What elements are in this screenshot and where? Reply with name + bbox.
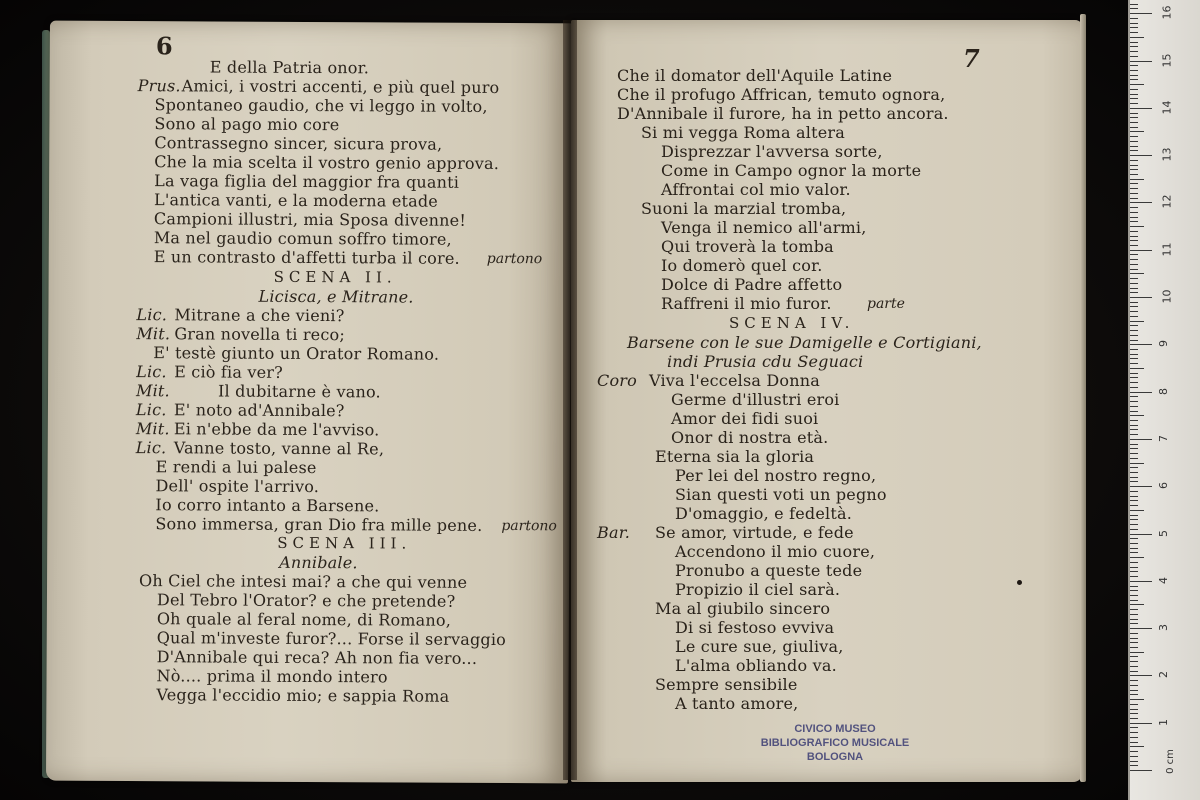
ruler-tick [1130, 638, 1138, 639]
line-text: E' noto ad'Annibale? [173, 400, 345, 421]
ruler-tick [1130, 723, 1152, 724]
line-text: Del Tebro l'Orator? e che pretende? [156, 590, 456, 611]
line-text: SCENA III. [277, 533, 412, 553]
line-text: Sono immersa, gran Dio fra mille pene. [155, 514, 483, 535]
line-text: Affrontai col mio valor. [661, 180, 851, 199]
line-text: Le cure sue, giuliva, [675, 637, 844, 656]
ruler-tick [1130, 117, 1138, 118]
ruler-tick [1130, 595, 1138, 596]
line-text: Venga il nemico all'armi, [661, 218, 867, 237]
ruler-tick [1130, 704, 1138, 705]
line-text: SCENA II. [273, 267, 397, 287]
ruler-cm-label: 8 [1157, 387, 1170, 395]
ruler-tick [1130, 94, 1138, 95]
line-text: E ciò fia ver? [174, 362, 283, 382]
ruler-tick [1130, 373, 1138, 374]
ruler-tick [1130, 207, 1138, 208]
ruler-tick [1130, 198, 1138, 199]
ruler-tick [1130, 349, 1138, 350]
line-text: Sono al pago mio core [154, 114, 340, 135]
stage-direction: partono [501, 518, 557, 535]
ruler-tick [1130, 562, 1138, 563]
ruler-tick [1130, 335, 1138, 336]
ruler-tick [1130, 51, 1138, 52]
ruler-tick [1130, 548, 1138, 549]
line-text: Per lei del nostro regno, [675, 466, 877, 485]
ruler-tick [1130, 61, 1152, 62]
ruler-tick [1130, 496, 1138, 497]
ruler-tick [1130, 377, 1138, 378]
ruler-tick [1130, 75, 1138, 76]
speaker-label: Bar. [597, 523, 631, 542]
ruler-tick [1130, 633, 1138, 634]
ruler-tick [1130, 382, 1138, 383]
stamp-line-1: CIVICO MUSEO [794, 723, 876, 735]
ruler-tick [1130, 141, 1138, 142]
line-text: SCENA IV. [729, 314, 855, 332]
line-text: Che la mia scelta il vostro genio approva. [154, 152, 500, 173]
ruler-tick [1130, 202, 1152, 203]
ruler-cm-label: 16 [1160, 5, 1174, 20]
stage-direction: partono [486, 250, 543, 268]
ruler-tick [1130, 236, 1138, 237]
ruler-tick [1130, 8, 1138, 9]
ruler-tick [1130, 330, 1138, 331]
ruler-tick [1130, 406, 1138, 407]
line-text: Si mi vegga Roma altera [641, 123, 845, 142]
ruler-tick [1130, 325, 1138, 326]
ruler-tick [1130, 98, 1138, 99]
ruler-tick [1130, 344, 1152, 345]
left-page [46, 21, 572, 784]
line-text: Vegga l'eccidio mio; e sappia Roma [156, 685, 450, 706]
ruler-tick [1130, 278, 1138, 279]
ruler-tick [1130, 519, 1138, 520]
ruler-cm-label: 2 [1157, 671, 1170, 679]
ruler-tick [1130, 321, 1144, 322]
ruler-cm-label: 10 [1160, 289, 1174, 304]
ruler-tick [1130, 429, 1138, 430]
ruler-tick [1130, 534, 1152, 535]
ruler-tick [1130, 179, 1144, 180]
page-number-left: 6 [155, 31, 173, 61]
ruler-tick [1130, 652, 1144, 653]
ruler-tick [1130, 288, 1138, 289]
ruler-tick [1130, 297, 1152, 298]
ruler-tick [1130, 671, 1138, 672]
speaker-label: Prus. [137, 76, 181, 96]
line-text: Di si festoso evviva [675, 618, 835, 637]
line-text: Suoni la marzial tromba, [641, 199, 847, 218]
ruler-tick [1130, 368, 1144, 369]
line-text: E un contrasto d'affetti turba il core. [153, 247, 460, 268]
speaker-label: Lic. [136, 305, 168, 325]
line-text: Spontaneo gaudio, che vi leggo in volto, [154, 95, 488, 116]
line-text: Propizio il ciel sarà. [675, 580, 841, 599]
line-text: Amor dei fidi suoi [671, 409, 819, 428]
ruler-tick [1130, 439, 1152, 440]
ruler-tick [1130, 576, 1138, 577]
stamp-line-2: BIBLIOGRAFICO MUSICALE [760, 737, 910, 749]
ruler-tick [1130, 510, 1144, 511]
ruler-cm-label: 9 [1157, 340, 1170, 348]
line-text: Io corro intanto a Barsene. [155, 495, 380, 516]
ruler-unit-label: 0 cm [1164, 749, 1176, 774]
ruler-tick [1130, 136, 1138, 137]
speaker-label: Coro [597, 371, 637, 390]
line-text: Io domerò quel cor. [661, 256, 823, 275]
ruler-tick [1130, 387, 1138, 388]
ruler-tick [1130, 150, 1138, 151]
ruler-tick [1130, 292, 1138, 293]
ruler-tick [1130, 500, 1138, 501]
ruler-tick [1130, 188, 1138, 189]
ruler-tick [1130, 174, 1138, 175]
line-text: D'Annibale il furore, ha in petto ancora. [617, 104, 949, 123]
line-text: Che il domator dell'Aquile Latine [617, 66, 893, 85]
line-text: Sempre sensibile [655, 675, 798, 694]
line-text: Contrassegno sincer, sicura prova, [154, 133, 443, 154]
ruler-tick [1130, 250, 1152, 251]
ruler-cm-label: 11 [1160, 242, 1174, 257]
ruler-tick [1130, 623, 1138, 624]
ruler-tick [1130, 131, 1144, 132]
ruler-tick [1130, 264, 1138, 265]
line-text: E' testè giunto un Orator Romano. [153, 343, 440, 364]
ruler-tick [1130, 18, 1138, 19]
ruler-tick [1130, 183, 1138, 184]
ruler-tick [1130, 552, 1138, 553]
ruler-tick [1130, 226, 1144, 227]
ruler-tick [1130, 273, 1144, 274]
ruler-tick [1130, 581, 1152, 582]
page-number-right: 7 [963, 44, 980, 73]
line-text: Amici, i vostri accenti, e più quel puro [181, 76, 500, 97]
ruler-cm-label: 7 [1157, 434, 1170, 442]
line-text: D'omaggio, e fedeltà. [675, 504, 853, 523]
ruler-tick [1130, 642, 1138, 643]
ruler-tick [1130, 567, 1138, 568]
line-text: Che il profugo Affrican, temuto ognora, [617, 85, 946, 104]
ruler-tick [1130, 600, 1138, 601]
measurement-ruler [1128, 0, 1200, 800]
line-text: Annibale. [279, 552, 358, 573]
line-text: Campioni illustri, mia Sposa divenne! [153, 209, 467, 230]
ruler-cm-label: 13 [1160, 147, 1174, 162]
ruler-tick [1130, 699, 1144, 700]
ruler-tick [1130, 477, 1138, 478]
ruler-cm-label: 1 [1157, 718, 1170, 726]
ruler-cm-label: 6 [1157, 482, 1170, 490]
ruler-tick [1130, 231, 1138, 232]
ruler-cm-label: 14 [1160, 100, 1174, 115]
ruler-tick [1130, 661, 1138, 662]
speaker-label: Mit. [136, 381, 170, 401]
ruler-tick [1130, 709, 1138, 710]
ruler-tick [1130, 363, 1138, 364]
ruler-tick [1130, 675, 1152, 676]
ruler-tick [1130, 42, 1138, 43]
ruler-tick [1130, 283, 1138, 284]
line-text: Dolce di Padre affetto [661, 275, 843, 294]
ruler-tick [1130, 245, 1138, 246]
ruler-tick [1130, 306, 1138, 307]
ruler-tick [1130, 425, 1138, 426]
line-text: Disprezzar l'avversa sorte, [661, 142, 883, 161]
line-text: Ei n'ebbe da me l'avviso. [173, 419, 380, 440]
ruler-tick [1130, 240, 1138, 241]
ruler-tick [1130, 392, 1152, 393]
line-text: Viva l'eccelsa Donna [649, 371, 820, 390]
ruler-tick [1130, 89, 1138, 90]
ruler-tick [1130, 401, 1138, 402]
ruler-tick [1130, 481, 1138, 482]
speaker-label: Lic. [135, 400, 167, 420]
ruler-tick [1130, 217, 1138, 218]
stamp-line-3: BOLOGNA [806, 751, 864, 763]
line-text: Onor di nostra età. [671, 428, 829, 447]
line-text: E rendi a lui palese [155, 457, 317, 478]
ruler-tick [1130, 70, 1138, 71]
line-text: Se amor, virtude, e fede [655, 523, 854, 542]
ruler-tick [1130, 32, 1138, 33]
ruler-tick [1130, 37, 1144, 38]
line-text: Mitrane a che vieni? [174, 305, 345, 326]
ruler-tick [1130, 302, 1138, 303]
line-text: Ma al giubilo sincero [655, 599, 831, 618]
ruler-tick [1130, 358, 1138, 359]
line-text: Vanne tosto, vanne al Re, [173, 438, 385, 459]
ruler-tick [1130, 685, 1138, 686]
ruler-tick [1130, 571, 1138, 572]
ruler-tick [1130, 84, 1144, 85]
ruler-tick [1130, 13, 1152, 14]
ruler-tick [1130, 557, 1144, 558]
ruler-tick [1130, 458, 1138, 459]
ruler-tick [1130, 628, 1152, 629]
ruler-tick [1130, 690, 1138, 691]
ruler-tick [1130, 680, 1138, 681]
line-text: indi Prusia cdu Seguaci [667, 352, 864, 371]
speaker-label: Mit. [136, 324, 171, 344]
ruler-tick [1130, 103, 1138, 104]
ruler-tick [1130, 713, 1138, 714]
ruler-tick [1130, 79, 1138, 80]
ruler-cm-label: 3 [1157, 624, 1170, 632]
ruler-tick [1130, 604, 1144, 605]
ruler-tick [1130, 656, 1138, 657]
ruler-cm-label: 12 [1160, 194, 1174, 209]
ruler-tick [1130, 770, 1152, 771]
ruler-tick [1130, 354, 1138, 355]
line-text: Licisca, e Mitrane. [258, 286, 414, 307]
line-text: Dell' ospite l'arrivo. [155, 476, 320, 497]
line-text: D'Annibale qui reca? Ah non fia vero... [156, 647, 478, 668]
ruler-tick [1130, 590, 1138, 591]
ruler-tick [1130, 396, 1138, 397]
ruler-cm-label: 5 [1157, 529, 1170, 537]
ruler-tick [1130, 727, 1138, 728]
right-page [571, 20, 1083, 782]
line-text: Oh Ciel che intesi mai? a che qui venne [139, 571, 468, 592]
line-text: Sian questi voti un pegno [675, 485, 887, 504]
ruler-tick [1130, 732, 1138, 733]
line-text: Barsene con le sue Damigelle e Cortigiani, [627, 333, 982, 352]
ruler-tick [1130, 316, 1138, 317]
ruler-tick [1130, 515, 1138, 516]
speaker-label: Lic. [135, 438, 167, 458]
line-text: A tanto amore, [675, 694, 799, 713]
line-text: Ma nel gaudio comun soffro timore, [153, 228, 452, 249]
ruler-tick [1130, 113, 1138, 114]
library-stamp [760, 722, 910, 764]
ruler-tick [1130, 254, 1138, 255]
line-text: Germe d'illustri eroi [671, 390, 840, 409]
ruler-tick [1130, 160, 1138, 161]
ruler-tick [1130, 614, 1138, 615]
ruler-tick [1130, 165, 1138, 166]
ruler-tick [1130, 221, 1138, 222]
ruler-tick [1130, 647, 1138, 648]
line-text: E della Patria onor. [209, 57, 370, 78]
ruler-tick [1130, 23, 1138, 24]
ruler-tick [1130, 4, 1138, 5]
ruler-tick [1130, 538, 1138, 539]
ruler-tick [1130, 169, 1138, 170]
ruler-tick [1130, 65, 1138, 66]
ruler-tick [1130, 543, 1138, 544]
speaker-label: Mit. [135, 419, 170, 439]
ruler-tick [1130, 27, 1138, 28]
ruler-tick [1130, 415, 1144, 416]
ruler-tick [1130, 619, 1138, 620]
line-text: Pronubo a queste tede [675, 561, 863, 580]
ruler-tick [1130, 524, 1138, 525]
ruler-tick [1130, 46, 1138, 47]
ruler-tick [1130, 434, 1138, 435]
ruler-tick [1130, 472, 1138, 473]
book-spine [563, 20, 577, 780]
line-text: L'antica vanti, e la moderna etade [154, 190, 439, 211]
ruler-tick [1130, 420, 1138, 421]
line-text: Come in Campo ognor la morte [661, 161, 922, 180]
line-text: Qui troverà la tomba [661, 237, 834, 256]
line-text: Nò.... prima il mondo intero [156, 666, 388, 687]
line-text: Raffreni il mio furor. [661, 294, 832, 313]
ruler-tick [1130, 463, 1144, 464]
line-text: La vaga figlia del maggior fra quanti [154, 171, 460, 192]
ruler-tick [1130, 259, 1138, 260]
ruler-cm-label: 15 [1160, 53, 1174, 67]
ruler-tick [1130, 122, 1138, 123]
ruler-tick [1130, 751, 1138, 752]
ruler-tick [1130, 718, 1138, 719]
ruler-tick [1130, 453, 1138, 454]
ruler-tick [1130, 108, 1152, 109]
ruler-tick [1130, 737, 1138, 738]
ruler-tick [1130, 411, 1138, 412]
ruler-tick [1130, 155, 1152, 156]
ruler-tick [1130, 193, 1138, 194]
ruler-tick [1130, 609, 1138, 610]
ruler-tick [1130, 761, 1138, 762]
ruler-tick [1130, 212, 1138, 213]
line-text: Qual m'investe furor?... Forse il servaggio [156, 628, 507, 650]
ruler-tick [1130, 467, 1138, 468]
ruler-tick [1130, 269, 1138, 270]
ruler-tick [1130, 666, 1138, 667]
ruler-tick [1130, 505, 1138, 506]
page-block-edge [1080, 14, 1086, 782]
ruler-tick [1130, 311, 1138, 312]
ruler-cm-label: 4 [1157, 576, 1170, 584]
ruler-tick [1130, 146, 1138, 147]
ruler-tick [1130, 746, 1144, 747]
ruler-tick [1130, 56, 1138, 57]
line-text: Gran novella ti reco; [174, 324, 346, 345]
speaker-label: Lic. [136, 362, 167, 382]
ruler-tick [1130, 127, 1138, 128]
ruler-tick [1130, 444, 1138, 445]
ruler-tick [1130, 448, 1138, 449]
line-text: L'alma obliando va. [675, 656, 837, 675]
line-text: Eterna sia la gloria [655, 447, 815, 466]
ruler-tick [1130, 765, 1138, 766]
ruler-tick [1130, 742, 1138, 743]
ruler-tick [1130, 694, 1138, 695]
ruler-tick [1130, 491, 1138, 492]
stage-direction: parte [867, 296, 905, 312]
ruler-tick [1130, 586, 1138, 587]
line-text: Accendono il mio cuore, [675, 542, 876, 561]
line-text: Oh quale al feral nome, di Romano, [156, 609, 452, 630]
ink-spot [1017, 580, 1022, 585]
line-text: Il dubitarne è vano. [218, 381, 381, 402]
ruler-tick [1130, 529, 1138, 530]
ruler-tick [1130, 756, 1138, 757]
ruler-tick [1130, 486, 1152, 487]
ruler-tick [1130, 340, 1138, 341]
